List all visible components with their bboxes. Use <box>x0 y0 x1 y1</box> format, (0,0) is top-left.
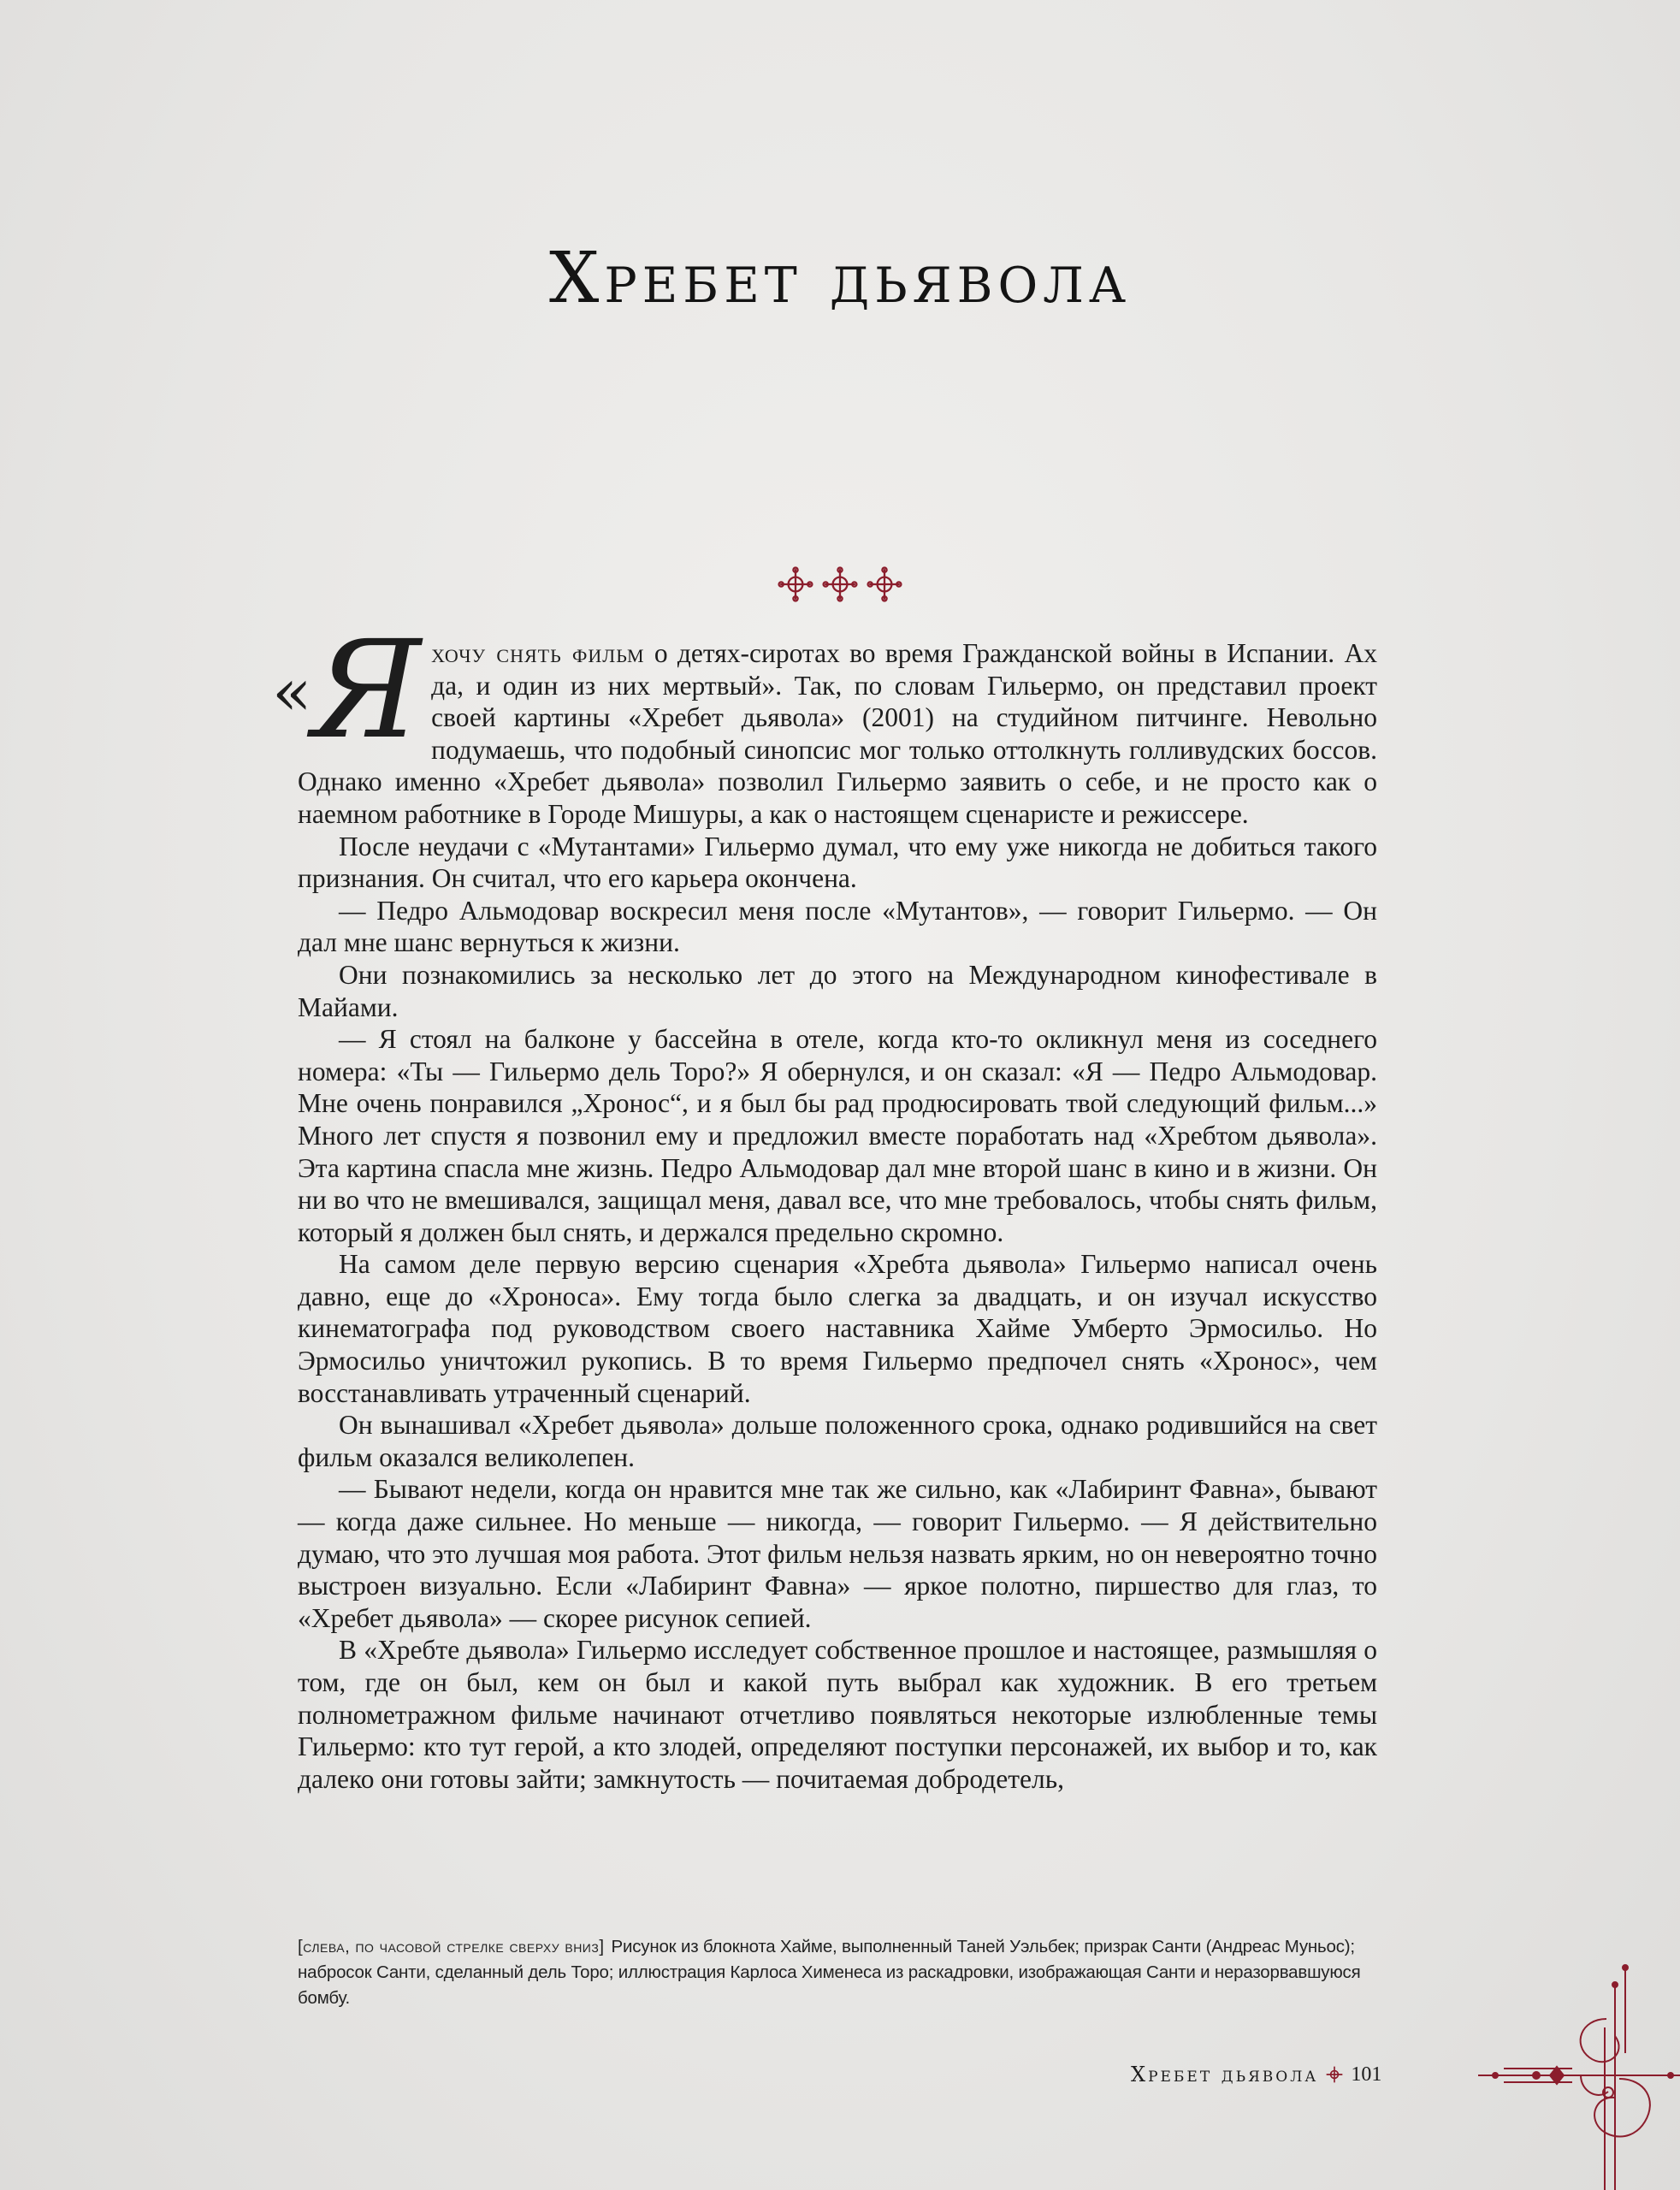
caption-label: [слева, по часовой стрелке сверху вниз] <box>298 1937 605 1956</box>
cross-ornament-icon <box>867 566 902 602</box>
article-paragraph: — Я стоял на балконе у бассейна в отеле, когда кто-то окликнул меня из соседнего номера: «Ты — Гильермо дель Торо?» Я обернулся, и он сказал: «Я — Педро Альмодовар. Мне очень понравился „Хронос“, и я был бы рад продюсировать твой следующий фильм...» Много лет спустя я позвонил ему и предложил вместе поработать над «Хребтом дьявола». Эта картина спасла мне жизнь. Педро Альмодовар дал мне второй шанс в кино и в жизни. Он ни во что не вмешивался, защищал меня, давал все, что мне требовалось, чтобы снять фильм, который я должен был снять, и держался предельно скромно. <box>298 1024 1377 1247</box>
running-title: Хребет дьявола <box>1131 2063 1319 2086</box>
page-title: Хребет дьявола <box>548 238 1132 319</box>
article-body <box>272 612 1377 1795</box>
cross-ornament-icon <box>778 566 813 602</box>
article-paragraph: В «Хребте дьявола» Гильермо исследует собственное прошлое и настоящее, размышляя о том, где он был, кем он был и какой путь выбрал как художник. В его третьем полнометражном фильме начинают отчетливо появляться некоторые излюбленные темы Гильермо: кто тут герой, а кто злодей, определяют поступки персонажей, их выбор и то, как далеко они готовы зайти; замкнутость — почитаемая добродетель, <box>298 1635 1377 1794</box>
flourish-ornament-icon <box>1478 1916 1680 2190</box>
drop-cap-letter: Я <box>311 612 422 769</box>
article-paragraph: Он вынашивал «Хребет дьявола» дольше положенного срока, однако родившийся на свет фильм оказался великолепен. <box>298 1410 1377 1472</box>
paragraph-text: о детях-сиротах во время Гражданской войны в Испании. Ах да, и один из них мертвый». Так, по словам Гильермо, он представил проект своей картины «Хребет дьявола» (2001) на студийном питчинге. Невольно подумаешь, что подобный синопсис мог только оттолкнуть голливудских боссов. Однако именно «Хребет дьявола» позволил Гильермо заявить о себе, и не просто как о наемном работнике в Городе Мишуры, а как о настоящем сценаристе и режиссере. <box>298 638 1377 829</box>
article-paragraph: — Педро Альмодовар воскресил меня после «Мутантов», — говорит Гильермо. — Он дал мне шанс вернуться к жизни. <box>298 895 1377 958</box>
article-paragraph <box>272 612 1377 831</box>
cross-ornament-icon <box>1325 2065 1344 2084</box>
cross-ornament-icon <box>822 566 858 602</box>
lead-in-caps: хочу снять фильм <box>431 638 645 668</box>
article-paragraph: — Бывают недели, когда он нравится мне так же сильно, как «Лабиринт Фавна», бывают — когда даже сильнее. Но меньше — никогда, — говорит Гильермо. — Я действительно думаю, что это лучшая моя работа. Этот фильм нельзя назвать ярким, но он невероятно точно выстроен визуально. Если «Лабиринт Фавна» — яркое полотно, пиршество для глаз, то «Хребет дьявола» — скорее рисунок сепией. <box>298 1474 1377 1633</box>
ornament-divider <box>0 566 1680 602</box>
page-footer <box>1131 2063 1381 2086</box>
caption-text: Рисунок из блокнота Хайме, выполненный Таней Уэльбек; призрак Санти (Андреас Муньос); набросок Санти, сделанный дель Торо; иллюстрация Карлоса Хименеса из раскадровки, изображающая Санти и неразорвавшуюся бомбу. <box>298 1937 1361 2008</box>
drop-cap-quote: « <box>272 654 312 730</box>
article-paragraph: Они познакомились за несколько лет до этого на Международном кинофестивале в Майами. <box>298 959 1377 1022</box>
article-paragraph: На самом деле первую версию сценария «Хребта дьявола» Гильермо написал очень давно, еще до «Хроноса». Ему тогда было слегка за двадцать, и он изучал искусство кинематографа под руководством своего наставника Хайме Умберто Эрмосильо. Но Эрмосильо уничтожил рукопись. В то время Гильермо предпочел снять «Хронос», чем восстанавливать утраченный сценарий. <box>298 1249 1377 1408</box>
image-caption <box>298 1934 1377 2011</box>
page-number: 101 <box>1351 2063 1382 2086</box>
article-paragraph: После неудачи с «Мутантами» Гильермо думал, что ему уже никогда не добиться такого признания. Он считал, что его карьера окончена. <box>298 831 1377 894</box>
drop-cap <box>272 612 422 769</box>
